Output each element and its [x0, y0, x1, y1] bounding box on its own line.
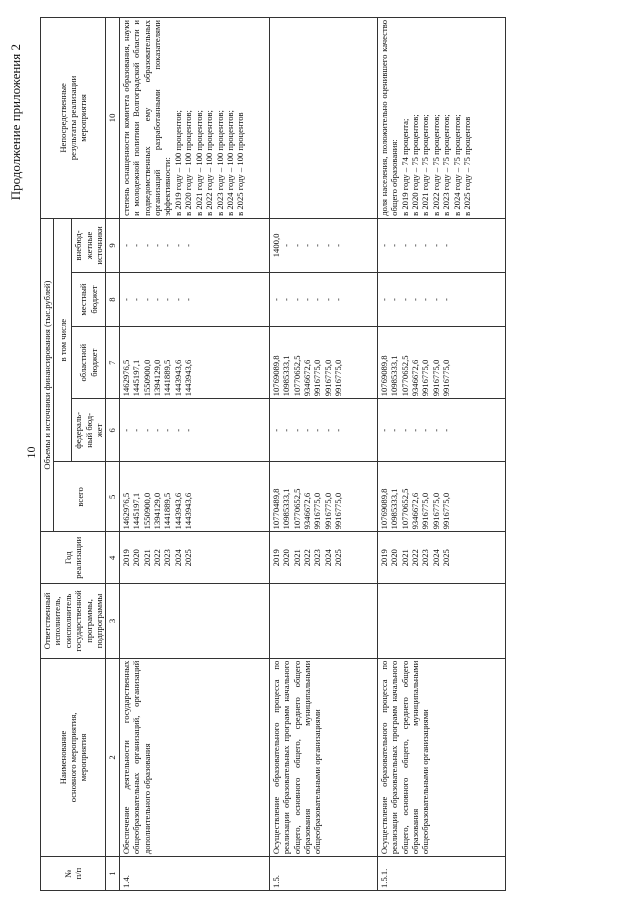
- cell-value: -: [281, 428, 292, 432]
- cell-value: 1441889,5: [162, 492, 173, 530]
- cell-value: 1443943,6: [183, 492, 194, 530]
- cell-value: -: [322, 428, 333, 432]
- cell-value: 10769089,8: [378, 355, 389, 397]
- cell-value: 2021: [291, 549, 302, 567]
- cell-value: -: [270, 298, 281, 301]
- row-total: [269, 462, 377, 532]
- cell-value: -: [183, 428, 194, 432]
- cell-value: -: [441, 243, 452, 247]
- header-federal-text: федераль- ный бюд- жет: [73, 412, 105, 449]
- cell-value: 10770652,5: [291, 355, 302, 397]
- cell-value: 2023: [420, 549, 431, 567]
- col-number: 6: [106, 399, 119, 462]
- column-number-row: [106, 18, 119, 891]
- cell-value: 1462976,5: [120, 492, 131, 530]
- cell-value: 2021: [141, 549, 152, 567]
- cell-value: -: [120, 298, 131, 301]
- cell-value: -: [420, 298, 431, 301]
- row-executor: [119, 584, 269, 658]
- cell-value: 9346672,6: [302, 359, 313, 397]
- col-number: 7: [106, 327, 119, 399]
- cell-value: 10770652,5: [399, 488, 410, 530]
- cell-value: -: [291, 298, 302, 301]
- cell-value: -: [410, 428, 421, 432]
- cell-value: 9916775,0: [430, 359, 441, 397]
- row-extra: [119, 218, 269, 272]
- table-row: [377, 18, 505, 891]
- row-years: [269, 532, 377, 584]
- row-federal: [377, 399, 505, 462]
- header-regional-text: областной бюджет: [78, 343, 99, 382]
- cell-value: -: [302, 243, 313, 247]
- cell-value: -: [183, 243, 194, 247]
- header-regional: [72, 327, 106, 399]
- cell-value: -: [441, 298, 452, 301]
- cell-value: -: [389, 428, 400, 432]
- col-number: 4: [106, 532, 119, 584]
- cell-value: -: [399, 428, 410, 432]
- cell-value: 2019: [120, 549, 131, 567]
- cell-value: -: [389, 298, 400, 301]
- cell-value: -: [120, 243, 131, 247]
- row-executor: [269, 584, 377, 658]
- result-intro: степень оснащенности комитета образования, науки и молодежной политики Волгоградской области и подведомственных ему образовательных организаций разработанными показателями эффективности:: [120, 20, 173, 216]
- cell-value: -: [152, 428, 163, 432]
- cell-value: 2022: [302, 549, 313, 567]
- header-extra-text: внебюд- жетные источники: [73, 226, 105, 265]
- row-executor: [377, 584, 505, 658]
- cell-value: -: [322, 298, 333, 301]
- row-total: [119, 462, 269, 532]
- cell-value: 1462976,5: [120, 359, 131, 397]
- cell-value: 10770489,8: [270, 488, 281, 530]
- cell-value: -: [141, 298, 152, 301]
- cell-value: 1443943,6: [183, 359, 194, 397]
- result-item: в 2022 году – 100 процентов;: [204, 110, 215, 216]
- cell-value: 2019: [270, 549, 281, 567]
- row-local: [269, 272, 377, 326]
- header-extra: [72, 218, 106, 272]
- cell-value: 2023: [312, 549, 323, 567]
- cell-value: -: [141, 243, 152, 247]
- cell-value: 10985333,1: [389, 355, 400, 397]
- cell-value: -: [183, 298, 194, 301]
- row-result: [119, 18, 269, 219]
- table-row: [119, 18, 269, 891]
- cell-value: -: [131, 243, 142, 247]
- cell-value: 9916775,0: [441, 492, 452, 530]
- row-local: [377, 272, 505, 326]
- cell-value: 9346672,6: [410, 359, 421, 397]
- cell-value: -: [420, 428, 431, 432]
- header-local-text: местный бюджет: [78, 283, 99, 316]
- row-regional: [119, 327, 269, 399]
- result-item: в 2024 году – 100 процентов;: [224, 110, 235, 216]
- cell-value: -: [410, 243, 421, 247]
- header-year-text: Год реализации: [62, 536, 84, 579]
- cell-value: -: [399, 298, 410, 301]
- result-item: в 2020 году – 100 процентов;: [183, 110, 194, 216]
- header-num-text: № п/п: [62, 867, 84, 880]
- cell-value: 9916775,0: [441, 359, 452, 397]
- result-item: в 2020 году – 75 процентов;: [410, 114, 421, 216]
- header-num: [41, 857, 106, 891]
- header-name-text: Наименование основного мероприятия, мероприятия: [57, 712, 89, 803]
- row-federal: [269, 399, 377, 462]
- row-regional: [377, 327, 505, 399]
- cell-value: -: [430, 428, 441, 432]
- table-body: [119, 18, 505, 891]
- header-result-text: Непосредственные результаты реализации мероприятия: [57, 75, 89, 161]
- cell-value: 2022: [410, 549, 421, 567]
- cell-value: 1394129,0: [152, 359, 163, 397]
- cell-value: -: [420, 243, 431, 247]
- result-item: в 2023 году – 75 процентов;: [441, 114, 452, 216]
- cell-value: -: [120, 428, 131, 432]
- row-total: [377, 462, 505, 532]
- result-item: в 2023 году – 100 процентов;: [214, 110, 225, 216]
- cell-value: -: [302, 428, 313, 432]
- cell-value: -: [312, 428, 323, 432]
- row-extra: [269, 218, 377, 272]
- header-year: [41, 532, 106, 584]
- cell-value: 2024: [322, 549, 333, 567]
- cell-value: 1394129,0: [152, 492, 163, 530]
- cell-value: 9346672,6: [302, 492, 313, 530]
- cell-value: 1445197,1: [131, 359, 142, 397]
- row-name: Обеспечение деятельности государственных общеобразовательных организаций, организаций дополнительного образования: [119, 658, 269, 857]
- cell-value: 9916775,0: [420, 359, 431, 397]
- cell-value: -: [172, 298, 183, 301]
- cell-value: 2025: [441, 549, 452, 567]
- cell-value: 9346672,6: [410, 492, 421, 530]
- cell-value: 10985333,1: [389, 488, 400, 530]
- result-item: в 2021 году – 100 процентов;: [193, 110, 204, 216]
- cell-value: -: [378, 243, 389, 247]
- cell-value: -: [141, 428, 152, 432]
- row-local: [119, 272, 269, 326]
- cell-value: 10770652,5: [399, 355, 410, 397]
- cell-value: 2024: [430, 549, 441, 567]
- result-item: в 2019 году – 74 процента;: [399, 118, 410, 216]
- cell-value: -: [312, 298, 323, 301]
- cell-value: -: [430, 298, 441, 301]
- header-funding: Объемы и источники финансирования (тыс.рублей): [41, 218, 54, 532]
- cell-value: 1443943,6: [172, 492, 183, 530]
- row-result: [269, 18, 377, 219]
- cell-value: 2020: [131, 549, 142, 567]
- cell-value: 1445197,1: [131, 492, 142, 530]
- cell-value: -: [322, 243, 333, 247]
- cell-value: 2022: [152, 549, 163, 567]
- row-number: 1.5.: [269, 857, 377, 891]
- cell-value: -: [399, 243, 410, 247]
- row-number: 1.5.1.: [377, 857, 505, 891]
- result-item: в 2021 году – 75 процентов;: [420, 114, 431, 216]
- cell-value: 10770652,5: [291, 488, 302, 530]
- cell-value: -: [378, 428, 389, 432]
- row-extra: [377, 218, 505, 272]
- cell-value: -: [389, 243, 400, 247]
- cell-value: 10985333,1: [281, 355, 292, 397]
- result-item: в 2019 году – 100 процентов;: [172, 110, 183, 216]
- result-item: в 2024 году – 75 процентов;: [451, 114, 462, 216]
- cell-value: 2020: [281, 549, 292, 567]
- cell-value: -: [131, 298, 142, 301]
- result-item: в 2022 году – 75 процентов;: [430, 114, 441, 216]
- cell-value: -: [441, 428, 452, 432]
- cell-value: 1550900,0: [141, 359, 152, 397]
- header-executor-text: Ответственный исполнитель, соисполнитель государственной программы, подпрограммы: [42, 590, 105, 652]
- continuation-label: Продолжение приложения 2: [8, 44, 23, 201]
- row-years: [377, 532, 505, 584]
- cell-value: 10769089,8: [270, 355, 281, 397]
- cell-value: 2025: [183, 549, 194, 567]
- header-local: [72, 272, 106, 326]
- col-number: 9: [106, 218, 119, 272]
- cell-value: -: [430, 243, 441, 247]
- cell-value: -: [291, 243, 302, 247]
- cell-value: -: [333, 428, 344, 432]
- row-regional: [269, 327, 377, 399]
- cell-value: 9916775,0: [322, 359, 333, 397]
- col-number: 2: [106, 658, 119, 857]
- row-federal: [119, 399, 269, 462]
- cell-value: 1550900,0: [141, 492, 152, 530]
- program-table: [40, 17, 506, 891]
- row-name: Осуществление образовательного процесса по реализации образовательных программ начального общего, основного общего, среднего общего образования муниципальными общеобразовательными организациями: [269, 658, 377, 857]
- result-item: в 2025 году – 100 процентов: [235, 112, 246, 216]
- cell-value: -: [270, 428, 281, 432]
- col-number: 1: [106, 857, 119, 891]
- cell-value: 9916775,0: [333, 359, 344, 397]
- cell-value: 2019: [378, 549, 389, 567]
- cell-value: 2024: [172, 549, 183, 567]
- cell-value: 9916775,0: [312, 492, 323, 530]
- cell-value: -: [281, 298, 292, 301]
- table-row: [269, 18, 377, 891]
- cell-value: -: [162, 298, 173, 301]
- row-result: [377, 18, 505, 219]
- col-number: 3: [106, 584, 119, 658]
- cell-value: -: [131, 428, 142, 432]
- cell-value: 2023: [162, 549, 173, 567]
- cell-value: 1400,0: [270, 233, 281, 258]
- cell-value: 2020: [389, 549, 400, 567]
- page-number: 10: [24, 446, 38, 459]
- cell-value: -: [410, 298, 421, 301]
- result-item: в 2025 году – 75 процентов: [462, 116, 473, 216]
- cell-value: -: [152, 243, 163, 247]
- cell-value: 9916775,0: [312, 359, 323, 397]
- cell-value: 10769089,8: [378, 488, 389, 530]
- cell-value: -: [312, 243, 323, 247]
- cell-value: -: [378, 298, 389, 301]
- cell-value: -: [281, 243, 292, 247]
- cell-value: -: [302, 298, 313, 301]
- header-result: [41, 18, 106, 219]
- cell-value: -: [291, 428, 302, 432]
- cell-value: 10985333,1: [281, 488, 292, 530]
- col-number: 8: [106, 272, 119, 326]
- header-name: [41, 658, 106, 857]
- cell-value: 9916775,0: [430, 492, 441, 530]
- cell-value: 9916775,0: [322, 492, 333, 530]
- cell-value: 1443943,6: [172, 359, 183, 397]
- cell-value: -: [333, 243, 344, 247]
- cell-value: 9916775,0: [420, 492, 431, 530]
- cell-value: 1441889,5: [162, 359, 173, 397]
- col-number: 10: [106, 18, 119, 219]
- cell-value: -: [152, 298, 163, 301]
- cell-value: -: [333, 298, 344, 301]
- row-years: [119, 532, 269, 584]
- row-number: 1.4.: [119, 857, 269, 891]
- cell-value: -: [172, 428, 183, 432]
- cell-value: 2021: [399, 549, 410, 567]
- header-federal: [72, 399, 106, 462]
- header-incl: в том числе: [54, 218, 72, 462]
- result-intro: доля населения, положительно оценившего качество общего образования:: [378, 20, 400, 216]
- cell-value: -: [162, 243, 173, 247]
- cell-value: -: [172, 243, 183, 247]
- col-number: 5: [106, 462, 119, 532]
- row-name: Осуществление образовательного процесса по реализации образовательных программ начального общего, основного общего, среднего общего образования муниципальными общеобразовательными организациями: [377, 658, 505, 857]
- header-executor: [41, 584, 106, 658]
- cell-value: 2025: [333, 549, 344, 567]
- header-total: всего: [54, 462, 106, 532]
- cell-value: -: [162, 428, 173, 432]
- cell-value: 9916775,0: [333, 492, 344, 530]
